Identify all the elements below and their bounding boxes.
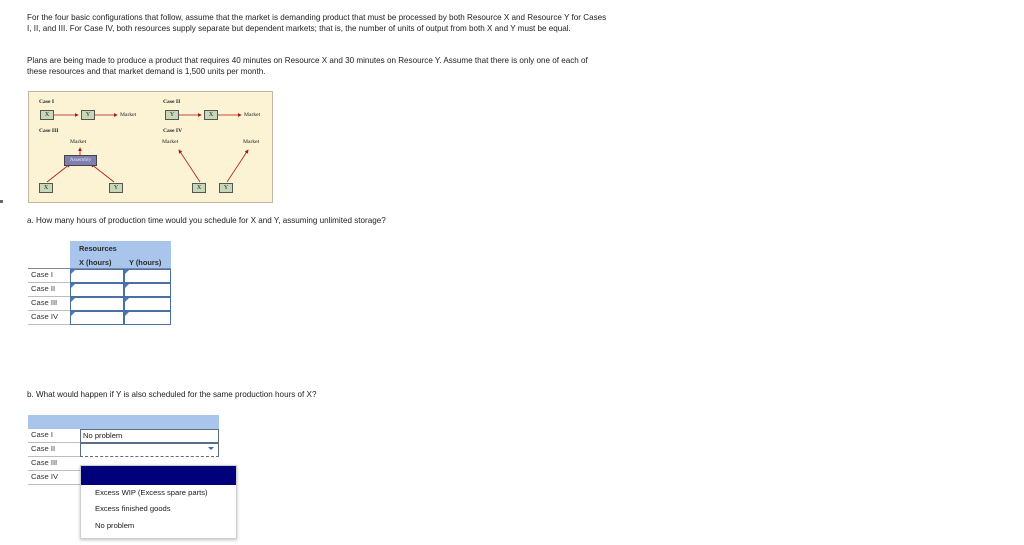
case1-outcome-select[interactable]	[80, 429, 219, 443]
case4-y-box: Y	[219, 183, 233, 193]
arrow-x-to-assembly	[47, 164, 70, 182]
row-label-case2: Case II	[28, 283, 70, 297]
case2-y-input[interactable]	[124, 283, 171, 297]
case4-market-left: Market	[162, 139, 179, 145]
b-row-label-case2: Case II	[28, 443, 80, 457]
case4-x-box: X	[192, 183, 206, 193]
row-label-case3: Case III	[28, 297, 70, 311]
case3-market: Market	[70, 139, 87, 145]
arrow-y-to-market-right	[227, 150, 248, 182]
chevron-down-icon[interactable]	[208, 447, 214, 450]
arrow-y-to-assembly	[91, 164, 114, 182]
case3-x-box: X	[39, 183, 53, 193]
edge-mark	[0, 200, 3, 203]
case1-title: Case I	[39, 99, 55, 105]
case4-market-right: Market	[243, 139, 260, 145]
case1-y-input[interactable]	[124, 269, 171, 283]
case2-market: Market	[244, 112, 261, 118]
problem-plans: Plans are being made to produce a product that requires 40 minutes on Resource X and 30 minutes on Resource Y. Assume that there is only one of each of these resources and that market demand is 1,500 units per month.	[27, 56, 588, 76]
col-y-header: Y (hours)	[129, 258, 162, 267]
case3-x-input[interactable]	[70, 297, 124, 311]
diagram-arrows	[29, 92, 272, 202]
case4-x-input[interactable]	[70, 311, 124, 325]
b-row-label-case4: Case IV	[28, 471, 80, 485]
part-b-header-band	[28, 415, 219, 429]
resources-header: Resources	[79, 244, 117, 253]
b-row-label-case3: Case III	[28, 457, 80, 471]
case2-y-box: Y	[165, 110, 179, 120]
case2-title: Case II	[163, 99, 181, 105]
case3-y-input[interactable]	[124, 297, 171, 311]
outcome-dropdown-menu	[80, 465, 237, 539]
problem-intro: For the four basic configurations that follow, assume that the market is demanding product that must be processed by both Resource X and Resource Y for Cases I, II, and III. For Case IV, both resources supply separate but dependent markets; that is, the number of units of output from both X and Y must be equal.	[27, 13, 607, 33]
case4-title: Case IV	[163, 128, 183, 134]
part-a-question: a. How many hours of production time would you schedule for X and Y, assuming unlimited storage?	[27, 216, 386, 225]
case1-x-input[interactable]	[70, 269, 124, 283]
part-b-question: b. What would happen if Y is also scheduled for the same production hours of X?	[27, 390, 317, 399]
case1-x-box: X	[40, 110, 54, 120]
case3-title: Case III	[39, 128, 59, 134]
configuration-diagram	[28, 91, 273, 203]
col-x-header: X (hours)	[79, 258, 112, 267]
case1-market: Market	[120, 112, 137, 118]
dropdown-option-excess-wip[interactable]: Excess WIP (Excess spare parts)	[95, 488, 208, 497]
part-a-table	[28, 241, 171, 325]
case2-outcome-select[interactable]	[80, 443, 219, 457]
row-label-case1: Case I	[28, 269, 70, 283]
case2-x-box: X	[204, 110, 218, 120]
case3-y-box: Y	[109, 183, 123, 193]
case1-outcome-value: No problem	[83, 431, 123, 440]
case4-y-input[interactable]	[124, 311, 171, 325]
case3-assembly-box: Assembly	[64, 155, 97, 166]
dropdown-highlight-bar[interactable]	[81, 466, 236, 485]
case2-x-input[interactable]	[70, 283, 124, 297]
dropdown-option-excess-finished-goods[interactable]: Excess finished goods	[95, 504, 171, 513]
row-label-case4: Case IV	[28, 311, 70, 325]
dropdown-option-no-problem[interactable]: No problem	[95, 521, 135, 530]
b-row-label-case1: Case I	[28, 429, 80, 443]
case1-y-box: Y	[81, 110, 95, 120]
arrow-x-to-market-left	[179, 150, 200, 182]
